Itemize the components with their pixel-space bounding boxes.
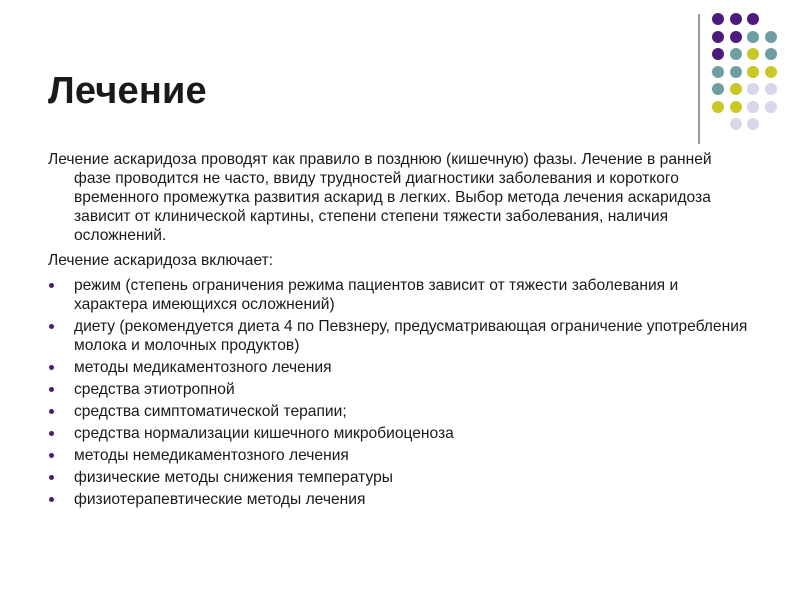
bullet-icon: [49, 497, 54, 502]
decorative-dot: [747, 83, 759, 95]
treatment-list: [48, 276, 748, 509]
intro-paragraph: Лечение аскаридоза проводят как правило в позднюю (кишечную) фазы. Лечение в ранней фазе проводится не часто, ввиду трудностей диагностики заболевания и короткого временного промежутка развития аскарид в легких. Выбор метода лечения аскаридоза зависит от клинической картины, степени степени тяжести заболевания, наличия осложнений.: [48, 151, 712, 244]
bullet-icon: [49, 453, 54, 458]
bullet-icon: [49, 283, 54, 288]
decorative-dot: [747, 48, 759, 60]
decorative-dot: [712, 66, 724, 78]
list-item-text: средства симптоматической терапии;: [74, 403, 347, 420]
decorative-dot: [765, 48, 777, 60]
list-item: [48, 380, 748, 399]
decorative-dot: [730, 83, 742, 95]
list-item: [48, 424, 748, 443]
bullet-icon: [49, 324, 54, 329]
list-item: [48, 317, 748, 355]
decorative-dot: [765, 83, 777, 95]
decorative-dot: [730, 48, 742, 60]
decorative-dot: [712, 83, 724, 95]
list-item-text: методы медикаментозного лечения: [74, 359, 332, 376]
decorative-dot: [712, 13, 724, 25]
decorative-dot: [730, 66, 742, 78]
decorative-dot: [765, 31, 777, 43]
slide-title: Лечение: [48, 70, 207, 112]
decorative-dot: [712, 48, 724, 60]
decorative-dot: [747, 66, 759, 78]
decorative-dot: [730, 13, 742, 25]
decorative-dot: [730, 31, 742, 43]
list-item-text: методы немедикаментозного лечения: [74, 447, 349, 464]
bullet-icon: [49, 387, 54, 392]
list-item: [48, 468, 748, 487]
decorative-dot: [730, 101, 742, 113]
includes-paragraph: Лечение аскаридоза включает:: [48, 252, 274, 269]
list-item: [48, 446, 748, 465]
list-item-text: режим (степень ограничения режима пациентов зависит от тяжести заболевания и характера имеющихся осложнений): [74, 277, 679, 313]
list-item: [48, 358, 748, 377]
slide-body: [48, 150, 748, 512]
bullet-icon: [49, 475, 54, 480]
decorative-dot: [765, 101, 777, 113]
decorative-dot: [765, 66, 777, 78]
decorative-vertical-line: [698, 14, 700, 144]
list-item: [48, 490, 748, 509]
list-item: [48, 402, 748, 421]
decorative-dot: [747, 13, 759, 25]
list-item-text: средства нормализации кишечного микробиоценоза: [74, 425, 454, 442]
list-item-text: средства этиотропной: [74, 381, 235, 398]
list-item: [48, 276, 748, 314]
decorative-dot: [747, 118, 759, 130]
list-item-text: физические методы снижения температуры: [74, 469, 393, 486]
list-item-text: диету (рекомендуется диета 4 по Певзнеру, предусматривающая ограничение употребления молока и молочных продуктов): [74, 318, 748, 354]
bullet-icon: [49, 409, 54, 414]
decorative-dot: [747, 101, 759, 113]
decorative-dot: [747, 31, 759, 43]
list-item-text: физиотерапевтические методы лечения: [74, 491, 366, 508]
bullet-icon: [49, 431, 54, 436]
decorative-dot: [730, 118, 742, 130]
decorative-dot: [712, 31, 724, 43]
bullet-icon: [49, 365, 54, 370]
decorative-dot: [712, 101, 724, 113]
